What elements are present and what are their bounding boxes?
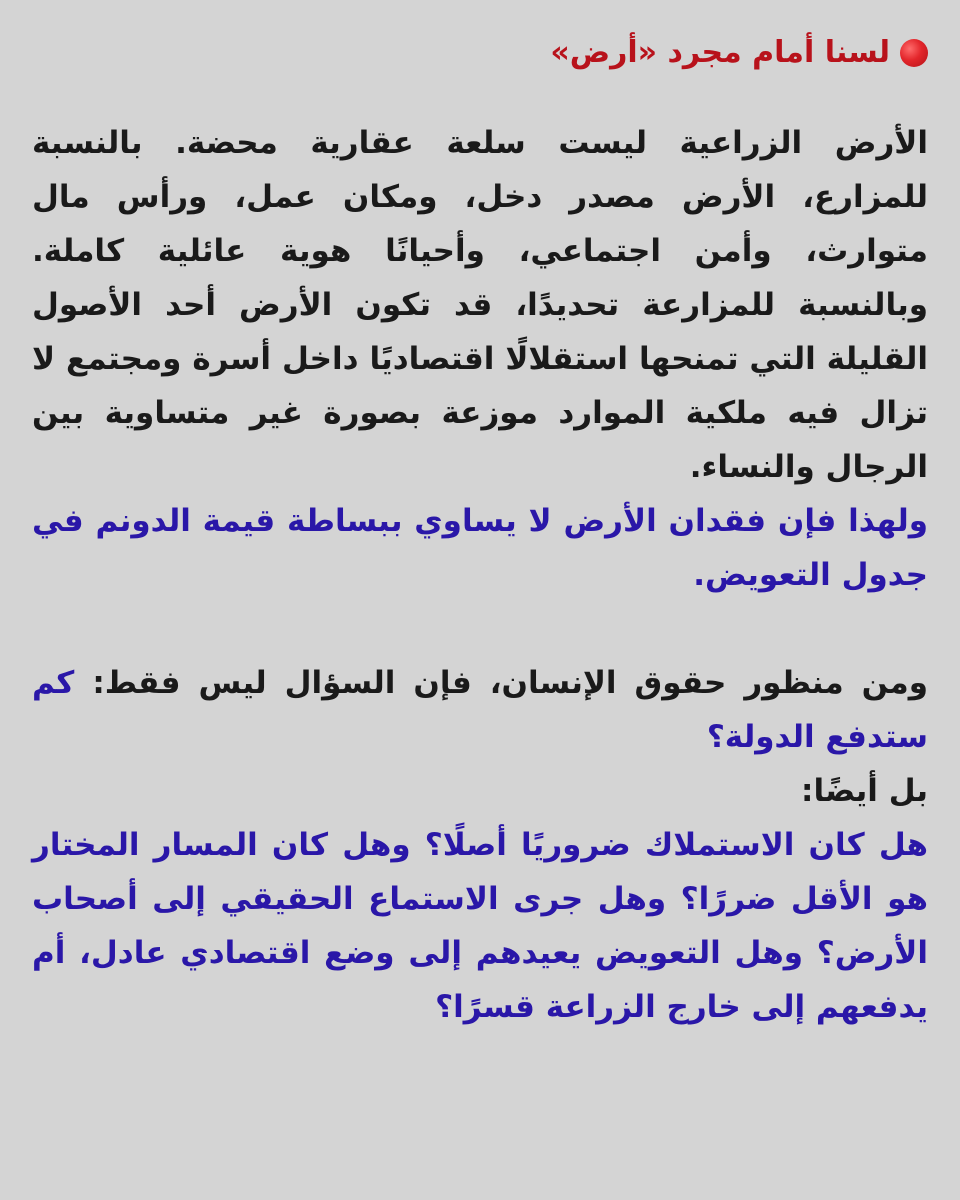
paragraph-land-value: الأرض الزراعية ليست سلعة عقارية محضة. بالنسبة للمزارع، الأرض مصدر دخل، ومكان عمل، ورأس مال متوارث، وأمن اجتماعي، وأحيانًا هوية عائلية كاملة. وبالنسبة للمزارعة تحديدًا، قد تكون الأرض أحد الأصول القليلة التي تمنحها استقلالًا اقتصاديًا داخل أسرة ومجتمع لا تزال فيه ملكية الموارد موزعة بصورة غير متساوية بين الرجال والنساء. [32, 125, 928, 485]
paragraph-land-loss: ولهذا فإن فقدان الأرض لا يساوي ببساطة قيمة الدونم في جدول التعويض. [32, 503, 928, 593]
human-rights-intro: ومن منظور حقوق الإنسان، فإن السؤال ليس فقط: [74, 665, 928, 701]
heading-text: لسنا أمام مجرد «أرض» [550, 35, 890, 70]
paragraph-questions: هل كان الاستملاك ضروريًا أصلًا؟ وهل كان المسار المختار هو الأقل ضررًا؟ وهل جرى الاستماع الحقيقي إلى أصحاب الأرض؟ وهل التعويض يعيدهم إلى وضع اقتصادي عادل، أم يدفعهم إلى خارج الزراعة قسرًا؟ [32, 827, 928, 1025]
paragraph-also: بل أيضًا: [801, 773, 928, 809]
state-pay-question: كم ستدفع الدولة؟ [32, 665, 928, 755]
paragraph-human-rights [32, 656, 928, 764]
red-circle-icon [900, 39, 928, 67]
heading [32, 28, 928, 78]
